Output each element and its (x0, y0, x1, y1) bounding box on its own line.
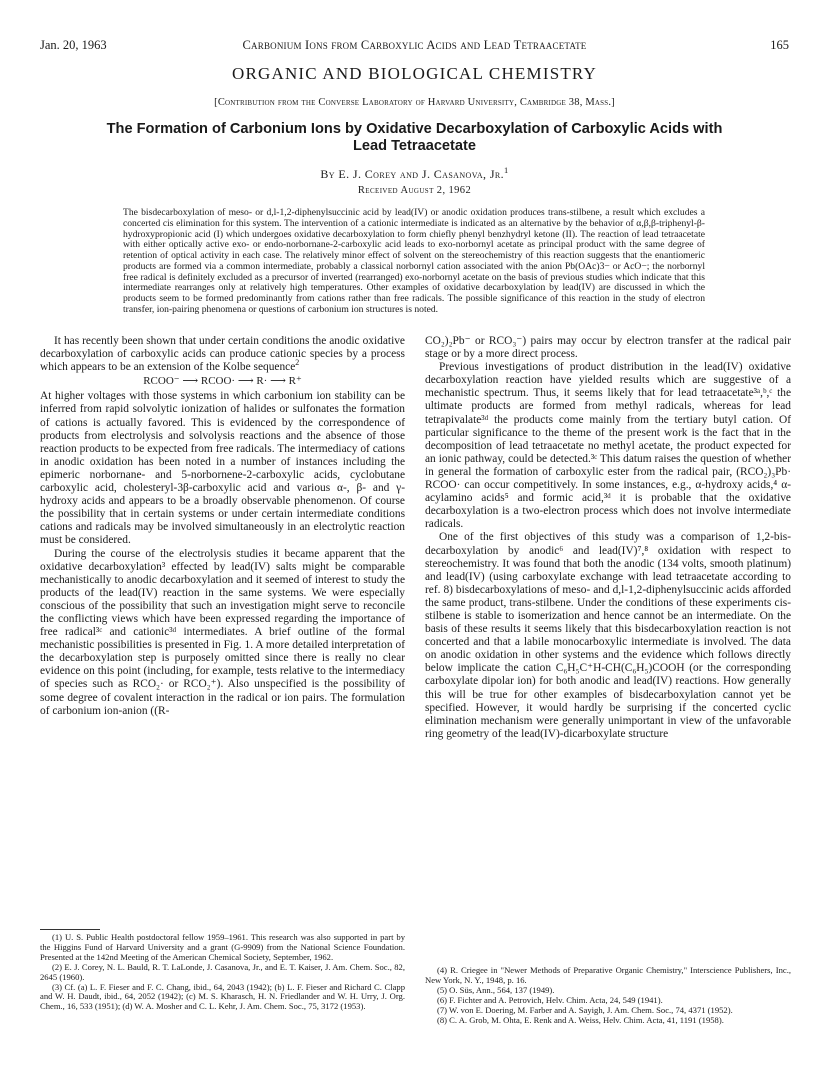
footnote-rule (40, 929, 100, 930)
body-paragraph: At higher voltages with those systems in which carbonium ion stability can be inferred from rapid solvolytic ionization of halides or sulfonates the formation of cations is actually favored. This is evidenced by the correspondence of products from electrolysis and solvolysis reactions and the absence of those reaction products to be expected from free radicals. The intermediacy of cations in anodic oxidation has been noted in a number of instances including the epimeric norbornane- and 5-norbornene-2-carboxylic acids, cyclobutane carboxylic acid, cholesteryl-3β-carboxylic acid and various α-, β- and γ-hydroxy acids and appears to be a broadly observable phenomenon. Of course the possibility that in certain systems or under certain intermediate conditions cations and radicals may be involved simultaneously in an electrolytic reaction must be considered. (40, 390, 405, 547)
received-date: Received August 2, 1962 (357, 185, 472, 196)
footnotes-right (425, 966, 791, 1025)
footnotes-left (40, 933, 405, 1012)
author-footnote-mark: 1 (504, 166, 509, 175)
footnote: (4) R. Criegee in "Newer Methods of Preparative Organic Chemistry," Interscience Publishers, Inc., New York, N. Y., 1948, p. 16. (425, 965, 791, 985)
paper-title-line-2: Lead Tetraacetate (352, 138, 477, 154)
author-byline (0, 167, 829, 182)
contribution-line: [Contribution from the Converse Laboratory of Harvard University, Cambridge 38, Mass.] (214, 97, 615, 108)
kolbe-scheme: RCOO⁻ ⟶ RCOO· ⟶ R· ⟶ R⁺ (143, 375, 302, 388)
body-paragraph: CO₂)₂Pb⁻ or RCO₃⁻) pairs may occur by electron transfer at the radical pair stage or by a more direct process. (425, 335, 791, 361)
footnote: (3) Cf. (a) L. F. Fieser and F. C. Chang, ibid., 64, 2043 (1942); (b) L. F. Fieser and Richard C. Clapp and W. H. Daudt, ibid., 64, 2052 (1942); (c) M. S. Kharasch, H. N. Friedlander and W. H. Urry, J. Org. Chem., 16, 533 (1951); (d) W. A. Mosher and C. L. Kehr, J. Am. Chem. Soc., 75, 3172 (1953). (40, 981, 405, 1012)
footnote: (8) C. A. Grob, M. Ohta, E. Renk and A. Weiss, Helv. Chim. Acta, 41, 1191 (1958). (437, 1014, 724, 1025)
footnote: (7) W. von E. Doering, M. Farber and A. Sayigh, J. Am. Chem. Soc., 74, 4371 (1952). (437, 1004, 733, 1015)
body-paragraph: During the course of the electrolysis studies it became apparent that the oxidative decarboxylation³ effected by lead(IV) salts might be comparable mechanistically to anodic decarboxylation and it seemed of interest to study the products of the lead(IV) reaction in the same systems. We were especially conscious of the possibility that such an investigation might serve to reconcile the conflicting views which have been expressed regarding the importance of free radical³ᶜ and cationic³ᵈ intermediates. A brief outline of the formal mechanistic possibilities is presented in Fig. 1. A more detailed interpretation of the decarboxylation step is purposely omitted since there is really no clear evidence on this point (including, for example, tests relative to the intermediacy of species such as RCO₂· or RCO₂⁺). Also unspecified is the possibility of some degree of covalent interaction in the radical or ion pairs. The formulation of carbonium ion-anion ((R- (40, 547, 405, 717)
page-number: 165 (770, 38, 789, 52)
running-head (40, 38, 789, 54)
body-paragraph: One of the first objectives of this study was a comparison of 1,2-bis-decarboxylation by anodic⁶ and lead(IV)⁷,⁸ oxidation with respect to stereochemistry. It was found that both the anodic (134 volts, smooth platinum) and lead(IV) (using carboxylate exchange with lead tetraacetate according to ref. 8) bisdecarboxylations of meso- and d,l-1,2-diphenylsuccinic acids afforded the same product, trans-stilbene. Under the conditions of these experiments cis-stilbene is stable to isomerization and hence cannot be an intermediate. On the basis of these results it seems likely that this bisdecarboxylation reaction is not concerted and that a labile monocarboxylic intermediate is involved. The data on anodic oxidation in other systems and the evidence which follows directly below implicate the cation C₆H₅C⁺H-CH(C₆H₅)COOH (or the corresponding carboxylate dipolar ion) for both anodic and lead(IV) reactions. How generally this will be true for other examples of bisdecarboxylation cannot yet be specified. However, it would hardly be surprising if the concerted cyclic elimination mechanism were generally unimportant in view of the unfavorable ring geometry of the lead(IV)-dicarboxylate structure (425, 531, 791, 740)
footnote: (2) E. J. Corey, N. L. Bauld, R. T. LaLonde, J. Casanova, Jr., and E. T. Kaiser, J. Am. Chem. Soc., 82, 2645 (1960). (40, 961, 405, 982)
body-column-right (425, 335, 791, 741)
reference-mark: 2 (295, 358, 300, 368)
footnote: (1) U. S. Public Health postdoctoral fellow 1959–1961. This research was also supported in part by the Higgins Fund of Harvard University and a grant (G-9909) from the National Science Foundation. Presented at the 142nd Meeting of the American Chemical Society, September, 1962. (40, 932, 405, 962)
footnote: (5) O. Süs, Ann., 564, 137 (1949). (437, 984, 555, 995)
running-title: Carbonium Ions from Carboxylic Acids and Lead Tetraacetate (242, 38, 587, 52)
body-paragraph: It has recently been shown that under certain conditions the anodic oxidative decarboxylation of carboxylic acids can produce cationic species by a process which appears to be an extension of the Kolbe sequence$^2$ (40, 335, 405, 374)
issue-date: Jan. 20, 1963 (40, 38, 107, 52)
author-names: By E. J. Corey and J. Casanova, Jr. (320, 167, 505, 181)
paper-title (60, 121, 769, 155)
paper-title-line-1: The Formation of Carbonium Ions by Oxidative Decarboxylation of Carboxylic Acids with (106, 121, 723, 137)
body-column-left (40, 335, 405, 718)
footnote: (6) F. Fichter and A. Petrovich, Helv. Chim. Acta, 24, 549 (1941). (437, 994, 663, 1005)
body-paragraph: Previous investigations of product distribution in the lead(IV) oxidative decarboxylation reaction have yielded results which are suggestive of a mechanistic spectrum. Thus, it seems likely that for lead tetraacetate³ᵃ,ᵇ,ᶜ the ultimate products are formed from methyl radicals, whereas for lead tetrapivalate³ᵈ the products come mainly from the tertiary butyl cation. Of particular significance to the theme of the present work is the fact that in the decomposition of lead tetraacetate no methyl acetate, the product expected for an ionic pathway, could be detected.³ᶜ This datum raises the question of whether in general the formation of carboxylic ester from the radical pair, (RCO₂)₃Pb· RCOO· can occur competitively. In some instances, e.g., α-hydroxy acids,⁴ α-acylamino acids⁵ and formic acid,³ᵈ it is probable that the oxidative decarboxylation is a two-electron process which does not involve intermediate radicals. (425, 361, 791, 531)
abstract: The bisdecarboxylation of meso- or d,l-1,2-diphenylsuccinic acid by lead(IV) or anodic oxidation produces trans-stilbene, a result which excludes a concerted cis elimination for this system. The intervention of a cationic intermediate is indicated as an alternative by the behavior of α,β,β-triphenyl-β-hydroxypropionic acid (I) which undergoes oxidative decarboxylation to form chiefly phenyl benzhydryl ketone (II). The reaction of lead tetraacetate with either optically active exo- or endo-norbornane-2-carboxylic acid leads to exo-norbornyl acetate as principal product with the same degree of retention of optical activity in each case. The relatively minor effect of solvent on the stereochemistry of this reaction suggests that the enantiomeric products are formed via a common intermediate, probably a classical norbornyl cation associated with the anion Pb(OAc)3− or AcO−; the norbornyl free radical is definitely excluded as a precursor of inverted (rearranged) exo-norbornyl acetate on the basis of previous studies which indicate that this intermediate rearranges only at relatively high temperatures. Other examples of oxidative decarboxylation by lead(IV) are discussed in which the products seem to be formed predominantly from cations rather than free radicals. The possible significance of this reaction in the study of electron transfer, ion-pairing phenomena or questions of carbonium ion structures is noted. (123, 207, 705, 315)
section-title: ORGANIC AND BIOLOGICAL CHEMISTRY (231, 64, 598, 83)
